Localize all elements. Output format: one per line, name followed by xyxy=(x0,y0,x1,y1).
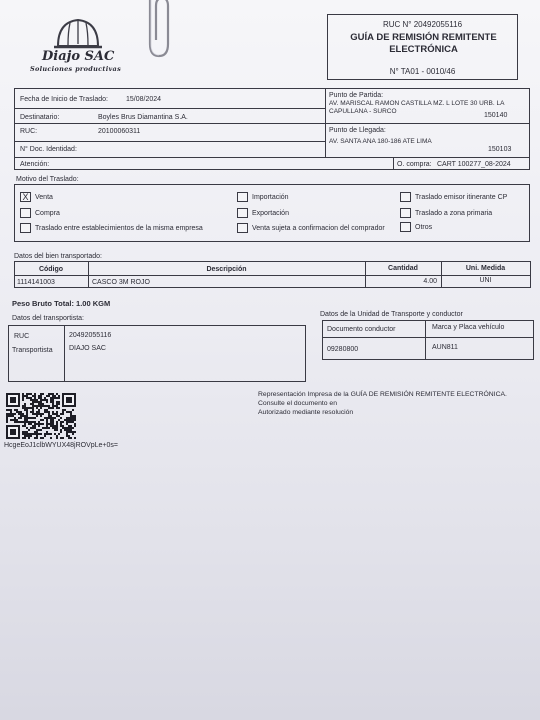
punto-partida-label: Punto de Partida: xyxy=(329,92,384,99)
orden-compra-label: O. compra: xyxy=(397,161,432,168)
motivo-label: Motivo del Traslado: xyxy=(16,176,79,183)
header-rule xyxy=(14,108,325,109)
doc-identidad-label: N° Doc. Identidad: xyxy=(20,146,77,153)
checkbox-compra[interactable] xyxy=(20,208,31,218)
unidad-label: Datos de la Unidad de Transporte y conductor xyxy=(320,311,463,318)
ruc-label: RUC: xyxy=(20,128,38,135)
ruc-value: 20100060311 xyxy=(98,128,141,135)
option-label: Venta xyxy=(35,194,53,201)
punto-llegada-ubigeo: 150103 xyxy=(488,146,512,153)
checkbox-exportacion[interactable] xyxy=(237,208,248,218)
autorizado-line: Autorizado mediante resolución xyxy=(258,409,354,416)
column-header: Código xyxy=(38,266,64,273)
punto-partida-value: AV. MARISCAL RAMON CASTILLA MZ. L LOTE 30 URB. LA CAPULLANA - SURCO xyxy=(329,100,505,115)
checkbox-traslado-establecimientos[interactable] xyxy=(20,223,31,233)
option-label: Compra xyxy=(35,210,60,217)
company-tagline: Soluciones productivas xyxy=(30,65,122,73)
column-header: Descripción xyxy=(206,266,247,273)
option-label: Otros xyxy=(415,224,433,231)
conductor-doc-value: 09280800 xyxy=(327,346,359,353)
column-header: Uni. Medida xyxy=(465,265,506,272)
transportista-label: Datos del transportista: xyxy=(12,315,84,322)
qr-code xyxy=(6,393,76,439)
table-cell: UNI xyxy=(479,277,492,284)
vehiculo-placa-value: AUN811 xyxy=(432,344,458,351)
destinatario-label: Destinatario: xyxy=(20,114,60,121)
header-rule xyxy=(14,123,530,124)
paper-clip-icon xyxy=(142,0,178,62)
table-divider xyxy=(64,325,65,382)
option-label: Traslado a zona primaria xyxy=(415,210,493,217)
fecha-label: Fecha de Inicio de Traslado: xyxy=(20,96,108,103)
company-name: Diajo SAC xyxy=(42,49,115,64)
bien-label: Datos del bien transportado: xyxy=(14,253,102,260)
header-divider xyxy=(393,157,394,170)
option-label: Exportación xyxy=(252,210,289,217)
destinatario-value: Boyles Brus Diamantina S.A. xyxy=(98,114,188,121)
transp-ruc-label: RUC xyxy=(14,333,30,340)
punto-llegada-value: AV. SANTA ANA 180-186 ATE LIMA xyxy=(329,138,432,145)
ruc-number: RUC N° 20492055116 xyxy=(382,20,463,29)
punto-llegada-label: Punto de Llegada: xyxy=(329,127,386,134)
hash-code: HcgeEoJ1clbWYUX48jROVpLe+0s= xyxy=(4,442,119,449)
document-title: GUÍA DE REMISIÓN REMITENTE ELECTRÓNICA xyxy=(350,32,497,55)
ruc-box xyxy=(327,14,518,80)
checkbox-importacion[interactable] xyxy=(237,192,248,202)
table-cell: 4.00 xyxy=(423,278,437,285)
helmet-icon xyxy=(52,16,104,52)
punto-partida-ubigeo: 150140 xyxy=(484,112,508,119)
checkbox-venta[interactable]: X xyxy=(20,192,31,202)
atencion-label: Atención: xyxy=(20,161,50,168)
company-logo xyxy=(30,14,140,78)
table-divider xyxy=(425,320,426,360)
column-header: Marca y Placa vehículo xyxy=(432,324,505,331)
peso-bruto: Peso Bruto Total: 1.00 KGM xyxy=(12,299,111,308)
option-label: Traslado entre establecimientos de la misma empresa xyxy=(35,225,203,232)
option-label: Importación xyxy=(252,194,289,201)
checkbox-otros[interactable] xyxy=(400,222,411,232)
checkbox-traslado-itinerante[interactable] xyxy=(400,192,411,202)
transp-ruc-value: 20492055116 xyxy=(69,332,112,339)
fecha-value: 15/08/2024 xyxy=(126,96,162,103)
table-cell: 1114141003 xyxy=(17,279,55,286)
orden-compra-value: CART 100277_08-2024 xyxy=(437,161,511,168)
checkbox-venta-sujeta[interactable] xyxy=(237,223,248,233)
column-header: Documento conductor xyxy=(327,326,396,333)
table-cell: CASCO 3M ROJO xyxy=(92,279,150,286)
representacion-line: Representación Impresa de la GUÍA DE REMISIÓN REMITENTE ELECTRÓNICA. xyxy=(258,391,507,398)
transp-name-value: DIAJO SAC xyxy=(69,345,106,352)
transp-name-label: Transportista xyxy=(12,347,53,354)
consulte-line: Consulte el documento en xyxy=(258,400,337,407)
document-number: N° TA01 - 0010/46 xyxy=(389,67,456,76)
column-header: Cantidad xyxy=(388,265,418,272)
checkbox-zona-primaria[interactable] xyxy=(400,208,411,218)
header-rule xyxy=(14,141,325,142)
option-label: Venta sujeta a confirmacion del comprador xyxy=(252,225,385,232)
table-rule xyxy=(322,337,534,338)
option-label: Traslado emisor itinerante CP xyxy=(415,194,508,201)
header-rule xyxy=(14,157,530,158)
